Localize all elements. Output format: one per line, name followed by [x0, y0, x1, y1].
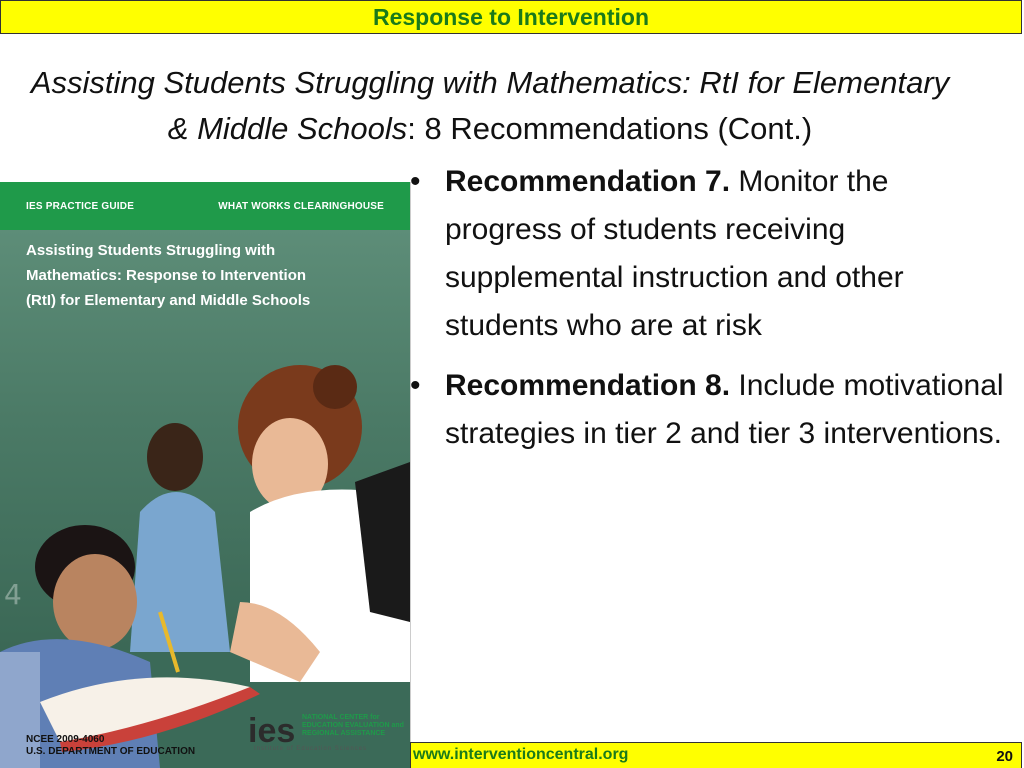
- ies-subtitle: Institute of Education Sciences: [254, 746, 368, 752]
- banner-title: Response to Intervention: [372, 3, 650, 30]
- recommendations-list: [410, 158, 1010, 470]
- department-name: U.S. DEPARTMENT OF EDUCATION: [26, 746, 196, 757]
- recommendation-heading: Recommendation 7.: [445, 165, 731, 198]
- cover-title-line: Assisting Students Struggling with: [26, 242, 276, 259]
- title-italic-2: & Middle Schools: [167, 111, 408, 146]
- title-rest: : 8 Recommendations (Cont.): [407, 111, 813, 146]
- recommendation-text: Include motivational strategies in tier 2 and tier 3 interventions.: [445, 369, 1004, 450]
- ies-center-name: NATIONAL CENTER for EDUCATION EVALUATION and REGIONAL ASSISTANCE: [302, 714, 404, 737]
- teacher-and-students-photo: [0, 182, 410, 768]
- footer-bar: [410, 742, 1022, 768]
- slide-title: [0, 60, 980, 152]
- ies-mark: ies: [248, 712, 296, 750]
- cover-label-left: IES PRACTICE GUIDE: [26, 200, 135, 212]
- footer-url[interactable]: www.interventioncentral.org: [413, 746, 629, 763]
- bullet-marker: •: [410, 165, 421, 198]
- bullet-marker: •: [410, 369, 421, 402]
- cover-title-line: Mathematics: Response to Intervention: [26, 267, 307, 284]
- ncee-number: NCEE 2009-4060: [26, 734, 105, 745]
- recommendation-text: Monitor the progress of students receiving supplemental instruction and other students who are at risk: [445, 165, 904, 342]
- cover-title-line: (RtI) for Elementary and Middle Schools: [26, 292, 311, 309]
- page-number: 20: [996, 748, 1013, 765]
- list-item: [410, 362, 1010, 458]
- recommendation-heading: Recommendation 8.: [445, 369, 731, 402]
- cover-publication-info: [26, 734, 195, 758]
- book-cover-image: [0, 182, 411, 768]
- ies-logo: [248, 706, 408, 756]
- cover-label-right: WHAT WORKS CLEARINGHOUSE: [218, 200, 384, 212]
- chalk-mark: 4: [4, 578, 22, 611]
- title-italic-1: Assisting Students Struggling with Mathematics: RtI for Elementary: [30, 65, 950, 100]
- top-banner: [0, 0, 1022, 34]
- list-item: [410, 158, 1010, 350]
